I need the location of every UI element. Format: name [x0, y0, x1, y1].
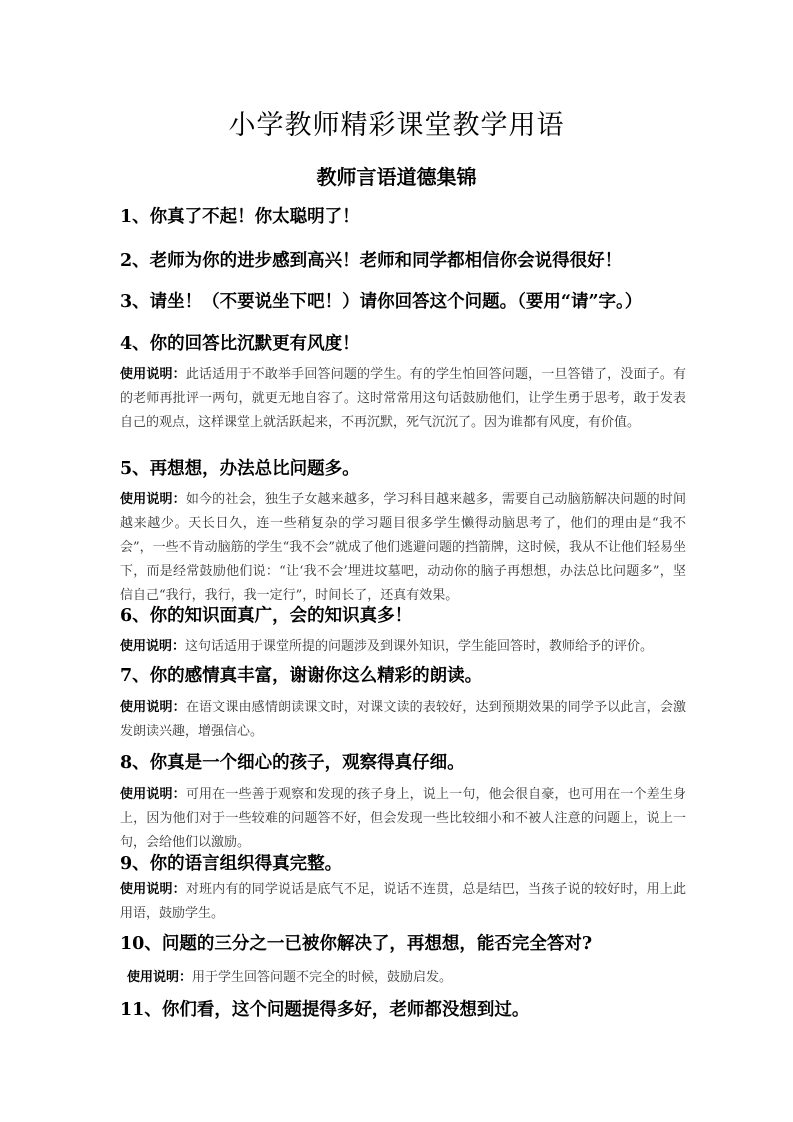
item-heading-6: 6、你的知识面真广，会的知识真多！ [120, 606, 413, 626]
document-subtitle: 教师言语道德集锦 [316, 165, 477, 189]
note-label: 使用说明： [120, 787, 186, 802]
item-heading-4: 4、你的回答比沉默更有风度！ [120, 334, 360, 354]
item-heading-7: 7、你的感情真丰富，谢谢你这么精彩的朗读。 [120, 666, 483, 686]
note-label: 使用说明： [120, 639, 186, 654]
item-note-8 [120, 783, 686, 855]
item-note-4 [120, 363, 686, 435]
item-note-7 [120, 696, 686, 744]
note-label: 使用说明： [120, 367, 186, 382]
item-note-6 [120, 635, 686, 659]
item-heading-10: 10、问题的三分之一已被你解决了，再想想，能否完全答对? [120, 934, 593, 954]
item-heading-3: 3、请坐！（不要说坐下吧！）请你回答这个问题。（要用“请”字。） [120, 292, 643, 312]
item-heading-8: 8、你真是一个细心的孩子，观察得真仔细。 [120, 753, 465, 773]
note-text: 如今的社会，独生子女越来越多，学习科目越来越多，需要自己动脑筋解决问题的时间越来越少。天长日久，连一些稍复杂的学习题目很多学生懒得动脑思考了，他们的理由是“我不会”，一些不肯动脑筋的学生“我不会”就成了他们逃避问题的挡箭牌，这时候，我从不让他们轻易坐下，而是经常鼓励他们说：“让‘我不会’埋进坟墓吧，动动你的脑子再想想，办法总比问题多”，坚信自己“我行，我行，我一定行”，时间长了，还真有效果。 [120, 492, 686, 603]
document-title: 小学教师精彩课堂教学用语 [228, 110, 565, 141]
note-text: 对班内有的同学说话是底气不足，说话不连贯，总是结巴，当孩子说的较好时，用上此用语，鼓励学生。 [120, 882, 686, 921]
item-note-9 [120, 878, 686, 926]
note-text: 用于学生回答问题不完全的时候，鼓励启发。 [192, 970, 453, 985]
item-heading-1: 1、你真了不起！你太聪明了！ [120, 207, 360, 227]
note-text: 在语文课由感情朗读课文时，对课文读的表较好，达到预期效果的同学予以此言，会激发朗读兴趣，增强信心。 [120, 700, 686, 739]
item-note-5 [120, 488, 686, 608]
note-label: 使用说明： [120, 882, 186, 897]
item-heading-2: 2、老师为你的进步感到高兴！老师和同学都相信你会说得很好！ [120, 251, 623, 271]
note-text: 可用在一些善于观察和发现的孩子身上，说上一句，他会很自豪，也可用在一个差生身上，因为他们对于一些较难的问题答不好，但会发现一些比较细小和不被人注意的问题上，说上一句，会给他们以激励。 [120, 787, 686, 850]
item-heading-11: 11、你们看，这个问题提得多好，老师都没想到过。 [120, 1000, 530, 1020]
note-label: 使用说明： [120, 700, 186, 715]
item-heading-9: 9、你的语言组织得真完整。 [120, 854, 343, 874]
note-label: 使用说明： [127, 970, 193, 985]
item-heading-5: 5、再想想，办法总比问题多。 [120, 459, 360, 479]
note-label: 使用说明： [120, 492, 186, 507]
item-note-10 [127, 966, 693, 990]
note-text: 这句话适用于课堂所提的问题涉及到课外知识，学生能回答时，教师给予的评价。 [185, 639, 654, 654]
note-text: 此话适用于不敢举手回答问题的学生。有的学生怕回答问题，一旦答错了，没面子。有的老师再批评一两句，就更无地自容了。这时常常用这句话鼓励他们，让学生勇于思考，敢于发表自己的观点，这样课堂上就活跃起来，不再沉默，死气沉沉了。因为谁都有风度，有价值。 [120, 367, 686, 430]
